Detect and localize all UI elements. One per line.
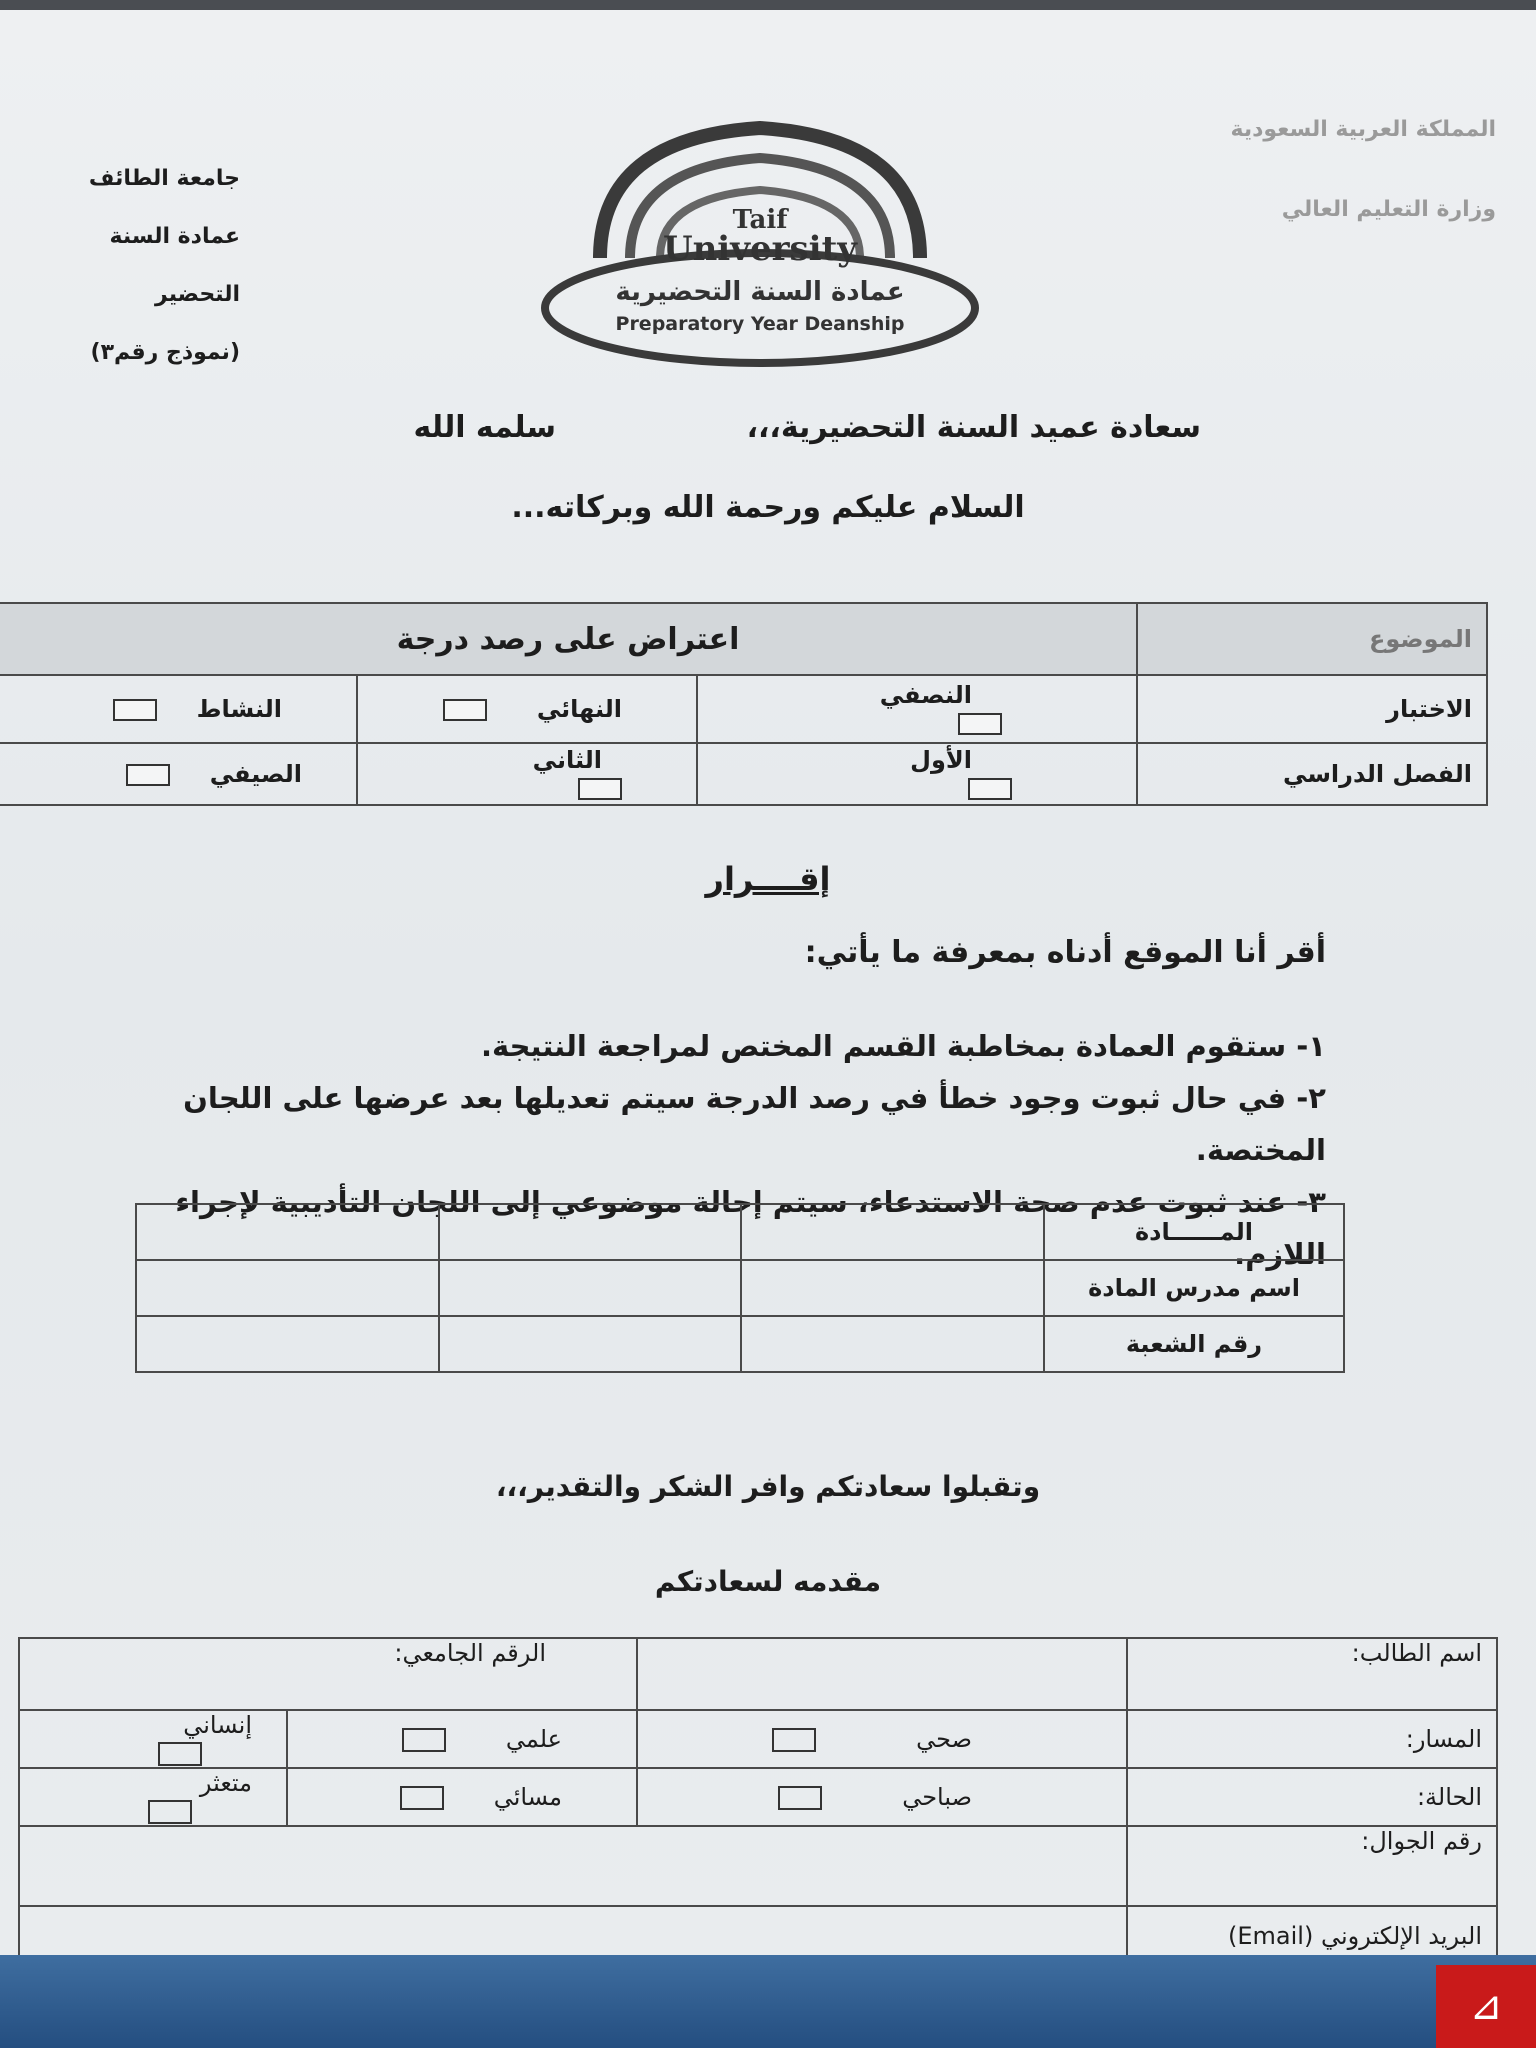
logo-arabic: عمادة السنة التحضيرية bbox=[615, 277, 905, 307]
subject-table bbox=[0, 602, 1488, 806]
logo-university: University bbox=[662, 229, 858, 269]
closing-submitted: مقدمه لسعادتكم bbox=[654, 1565, 882, 1598]
exam-label: الاختبار bbox=[1137, 675, 1487, 743]
email-label: البريد الإلكتروني (Email) bbox=[1127, 1906, 1497, 1966]
term-label: الفصل الدراسي bbox=[1137, 743, 1487, 805]
track-science-checkbox[interactable] bbox=[402, 1728, 446, 1752]
status-option-struggling[interactable]: متعثر bbox=[19, 1768, 287, 1826]
exam-final-checkbox[interactable] bbox=[443, 699, 487, 721]
instructor-label: اسم مدرس المادة bbox=[1044, 1260, 1344, 1316]
track-health-checkbox[interactable] bbox=[772, 1728, 816, 1752]
term-second-checkbox[interactable] bbox=[578, 778, 622, 800]
declaration-intro: أقر أنا الموقع أدناه بمعرفة ما يأتي: bbox=[804, 935, 1326, 970]
mobile-label: رقم الجوال: bbox=[1127, 1826, 1497, 1906]
section-cell-3[interactable] bbox=[136, 1316, 439, 1372]
track-option-science[interactable]: علمي bbox=[287, 1710, 637, 1768]
status-label: الحالة: bbox=[1127, 1768, 1497, 1826]
student-name-label: اسم الطالب: bbox=[1127, 1638, 1497, 1710]
header-deanship: عمادة السنة التحضير bbox=[109, 224, 240, 307]
exam-activity-checkbox[interactable] bbox=[113, 699, 157, 721]
track-option-humanities[interactable]: إنساني bbox=[19, 1710, 287, 1768]
status-struggling-checkbox[interactable] bbox=[148, 1800, 192, 1824]
declaration-item-2: ٢- في حال ثبوت وجود خطأ في رصد الدرجة سيتم تعديلها بعد عرضها على اللجان المختصة. bbox=[183, 1081, 1326, 1167]
term-option-summer[interactable]: الصيفي bbox=[0, 743, 357, 805]
student-table bbox=[18, 1637, 1498, 1967]
header-kingdom: المملكة العربية السعودية bbox=[1230, 117, 1496, 142]
track-label: المسار: bbox=[1127, 1710, 1497, 1768]
greeting: السلام عليكم ورحمة الله وبركاته... bbox=[511, 490, 1025, 525]
instructor-cell-1[interactable] bbox=[741, 1260, 1044, 1316]
course-label: المــــــادة bbox=[1044, 1204, 1344, 1260]
declaration-item-3: ٣- عند ثبوت عدم صحة الاستدعاء، سيتم إحالة موضوعي إلى اللجان التأديبية لإجراء اللازم. bbox=[175, 1185, 1326, 1271]
status-option-morning[interactable]: صباحي bbox=[637, 1768, 1127, 1826]
instructor-cell-3[interactable] bbox=[136, 1260, 439, 1316]
subject-label: الموضوع bbox=[1137, 603, 1487, 675]
exam-option-final[interactable]: النهائي bbox=[357, 675, 697, 743]
header-right bbox=[1230, 90, 1496, 250]
header-ministry: وزارة التعليم العالي bbox=[1281, 197, 1496, 222]
header-form-number: (نموذج رقم٣) bbox=[90, 340, 240, 365]
logo-english: Preparatory Year Deanship bbox=[615, 313, 905, 335]
header-left bbox=[20, 150, 240, 382]
declaration-item-1: ١- ستقوم العمادة بمخاطبة القسم المختص لمراجعة النتيجة. bbox=[480, 1029, 1326, 1063]
student-name-field[interactable] bbox=[637, 1638, 1127, 1710]
addressee: سعادة عميد السنة التحضيرية،،، bbox=[746, 410, 1201, 445]
instructor-cell-2[interactable] bbox=[439, 1260, 742, 1316]
taskbar bbox=[0, 1955, 1536, 2048]
declaration-title: إقــــرار bbox=[705, 860, 831, 898]
salutation-protect: سلمه الله bbox=[413, 410, 556, 445]
status-evening-checkbox[interactable] bbox=[400, 1786, 444, 1810]
course-cell-3[interactable] bbox=[136, 1204, 439, 1260]
closing-thanks: وتقبلوا سعادتكم وافر الشكر والتقدير،،، bbox=[495, 1470, 1041, 1503]
track-humanities-checkbox[interactable] bbox=[158, 1742, 202, 1766]
track-option-health[interactable]: صحي bbox=[637, 1710, 1127, 1768]
section-cell-2[interactable] bbox=[439, 1316, 742, 1372]
term-option-second[interactable]: الثاني bbox=[357, 743, 697, 805]
term-first-checkbox[interactable] bbox=[968, 778, 1012, 800]
student-id-label: الرقم الجامعي: bbox=[19, 1638, 637, 1710]
exam-option-midterm[interactable]: النصفي bbox=[697, 675, 1137, 743]
term-option-first[interactable]: الأول bbox=[697, 743, 1137, 805]
pdf-icon[interactable]: ⊿ bbox=[1436, 1965, 1536, 2048]
header-university: جامعة الطائف bbox=[88, 166, 240, 191]
status-option-evening[interactable]: مسائي bbox=[287, 1768, 637, 1826]
university-logo bbox=[530, 118, 990, 378]
subject-value: اعتراض على رصد درجة bbox=[0, 603, 1137, 675]
exam-midterm-checkbox[interactable] bbox=[958, 713, 1002, 735]
window-top-edge bbox=[0, 0, 1536, 10]
status-morning-checkbox[interactable] bbox=[778, 1786, 822, 1810]
course-cell-1[interactable] bbox=[741, 1204, 1044, 1260]
logo-taif: Taif bbox=[732, 205, 788, 235]
section-cell-1[interactable] bbox=[741, 1316, 1044, 1372]
course-table bbox=[135, 1203, 1345, 1373]
exam-option-activity[interactable]: النشاط bbox=[0, 675, 357, 743]
section-label: رقم الشعبة bbox=[1044, 1316, 1344, 1372]
course-cell-2[interactable] bbox=[439, 1204, 742, 1260]
mobile-field[interactable] bbox=[19, 1826, 1127, 1906]
term-summer-checkbox[interactable] bbox=[126, 764, 170, 786]
